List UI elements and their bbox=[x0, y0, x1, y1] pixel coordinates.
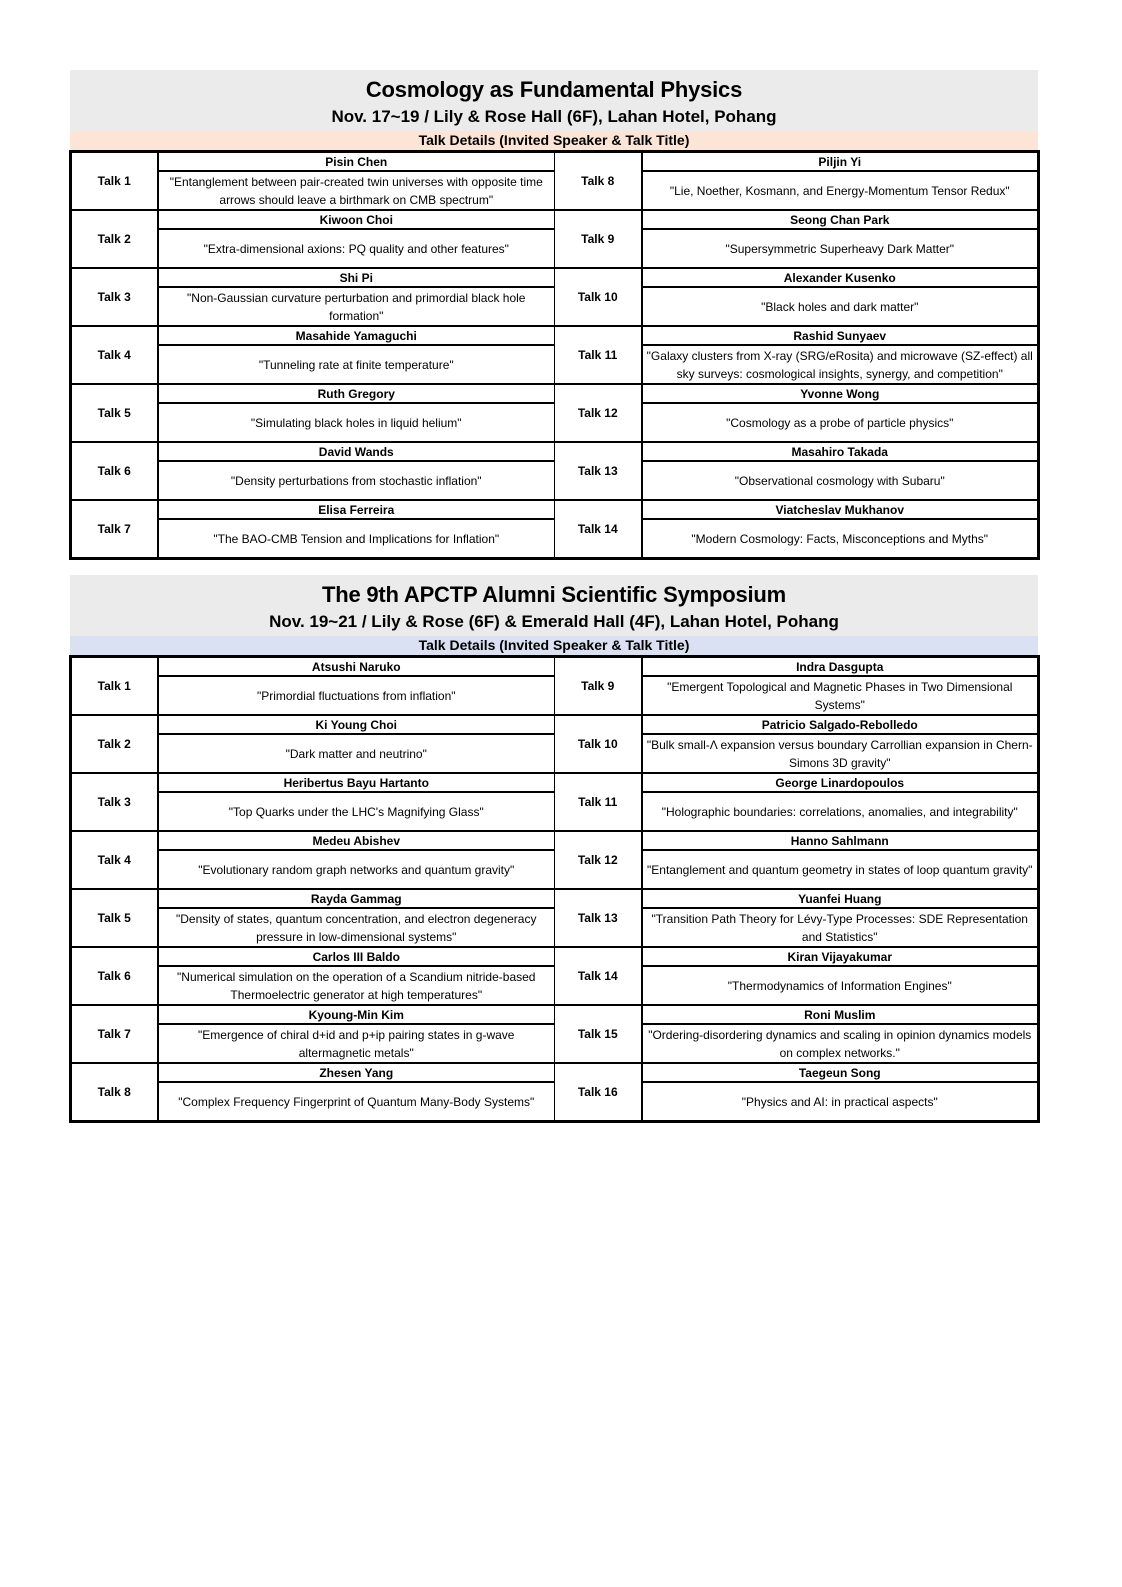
talk-row bbox=[71, 1005, 1039, 1024]
talk-row bbox=[71, 831, 1039, 850]
speaker-name: Atsushi Naruko bbox=[158, 657, 555, 677]
speaker-name: Seong Chan Park bbox=[642, 210, 1039, 229]
speaker-name: Shi Pi bbox=[158, 268, 555, 287]
speaker-name: Zhesen Yang bbox=[158, 1063, 555, 1082]
talk-title: "Tunneling rate at finite temperature" bbox=[158, 345, 555, 384]
talk-title: "Primordial fluctuations from inflation" bbox=[158, 676, 555, 715]
speaker-name: Piljin Yi bbox=[642, 152, 1039, 172]
talk-title: "Modern Cosmology: Facts, Misconceptions and Myths" bbox=[642, 519, 1039, 559]
talk-number: Talk 11 bbox=[555, 773, 642, 831]
speaker-name: Yvonne Wong bbox=[642, 384, 1039, 403]
talk-number: Talk 14 bbox=[555, 500, 642, 559]
talk-number: Talk 11 bbox=[555, 326, 642, 384]
talk-title: "Bulk small-Λ expansion versus boundary Carrollian expansion in Chern-Simons 3D gravity" bbox=[642, 734, 1039, 773]
talk-title: "Transition Path Theory for Lévy-Type Processes: SDE Representation and Statistics" bbox=[642, 908, 1039, 947]
speaker-name: Taegeun Song bbox=[642, 1063, 1039, 1082]
speaker-name: Heribertus Bayu Hartanto bbox=[158, 773, 555, 792]
speaker-name: Ki Young Choi bbox=[158, 715, 555, 734]
speaker-name: Pisin Chen bbox=[158, 152, 555, 172]
talk-number: Talk 5 bbox=[71, 384, 158, 442]
talk-title: "Extra-dimensional axions: PQ quality and other features" bbox=[158, 229, 555, 268]
talk-number: Talk 16 bbox=[555, 1063, 642, 1122]
talk-number: Talk 2 bbox=[71, 715, 158, 773]
talk-row bbox=[71, 715, 1039, 734]
talk-row bbox=[71, 210, 1039, 229]
talk-title: "Observational cosmology with Subaru" bbox=[642, 461, 1039, 500]
talk-number: Talk 7 bbox=[71, 1005, 158, 1063]
speaker-name: Rashid Sunyaev bbox=[642, 326, 1039, 345]
talk-number: Talk 15 bbox=[555, 1005, 642, 1063]
talk-title: "Entanglement between pair-created twin universes with opposite time arrows should leave a birthmark on CMB spectrum" bbox=[158, 171, 555, 210]
talk-title: "Non-Gaussian curvature perturbation and primordial black hole formation" bbox=[158, 287, 555, 326]
talk-title: "Evolutionary random graph networks and quantum gravity" bbox=[158, 850, 555, 889]
talk-number: Talk 12 bbox=[555, 384, 642, 442]
talk-row bbox=[71, 657, 1039, 677]
talk-title: "Thermodynamics of Information Engines" bbox=[642, 966, 1039, 1005]
talk-title: "The BAO-CMB Tension and Implications for Inflation" bbox=[158, 519, 555, 559]
section-header bbox=[70, 70, 1038, 131]
talk-number: Talk 10 bbox=[555, 715, 642, 773]
talk-title: "Numerical simulation on the operation of a Scandium nitride-based Thermoelectric generator at high temperatures" bbox=[158, 966, 555, 1005]
talk-row bbox=[71, 442, 1039, 461]
speaker-name: Patricio Salgado-Rebolledo bbox=[642, 715, 1039, 734]
speaker-name: Kiwoon Choi bbox=[158, 210, 555, 229]
speaker-name: Hanno Sahlmann bbox=[642, 831, 1039, 850]
talk-number: Talk 1 bbox=[71, 657, 158, 716]
talk-row bbox=[71, 268, 1039, 287]
talks-table bbox=[69, 655, 1040, 1123]
talk-row bbox=[71, 889, 1039, 908]
talk-title: "Emergent Topological and Magnetic Phases in Two Dimensional Systems" bbox=[642, 676, 1039, 715]
talk-row bbox=[71, 500, 1039, 519]
talk-number: Talk 3 bbox=[71, 773, 158, 831]
talk-title: "Supersymmetric Superheavy Dark Matter" bbox=[642, 229, 1039, 268]
speaker-name: Alexander Kusenko bbox=[642, 268, 1039, 287]
alumni-symposium-section bbox=[70, 575, 1038, 1123]
speaker-name: Ruth Gregory bbox=[158, 384, 555, 403]
talk-title: "Emergence of chiral d+id and p+ip pairing states in g-wave altermagnetic metals" bbox=[158, 1024, 555, 1063]
talk-number: Talk 6 bbox=[71, 442, 158, 500]
talk-title: "Simulating black holes in liquid helium" bbox=[158, 403, 555, 442]
talk-title: "Black holes and dark matter" bbox=[642, 287, 1039, 326]
talk-number: Talk 4 bbox=[71, 831, 158, 889]
talk-row bbox=[71, 773, 1039, 792]
speaker-name: Roni Muslim bbox=[642, 1005, 1039, 1024]
talk-title: "Complex Frequency Fingerprint of Quantum Many-Body Systems" bbox=[158, 1082, 555, 1122]
talk-row bbox=[71, 1063, 1039, 1082]
talk-title: "Density perturbations from stochastic inflation" bbox=[158, 461, 555, 500]
talk-number: Talk 1 bbox=[71, 152, 158, 211]
talk-number: Talk 9 bbox=[555, 210, 642, 268]
talk-number: Talk 13 bbox=[555, 442, 642, 500]
speaker-name: David Wands bbox=[158, 442, 555, 461]
talk-number: Talk 2 bbox=[71, 210, 158, 268]
speaker-name: Yuanfei Huang bbox=[642, 889, 1039, 908]
talk-title: "Top Quarks under the LHC's Magnifying Glass" bbox=[158, 792, 555, 831]
talk-title: "Cosmology as a probe of particle physics" bbox=[642, 403, 1039, 442]
talk-number: Talk 4 bbox=[71, 326, 158, 384]
talk-number: Talk 9 bbox=[555, 657, 642, 716]
talk-row bbox=[71, 326, 1039, 345]
talk-number: Talk 5 bbox=[71, 889, 158, 947]
speaker-name: Indra Dasgupta bbox=[642, 657, 1039, 677]
talk-number: Talk 8 bbox=[71, 1063, 158, 1122]
talk-title: "Holographic boundaries: correlations, anomalies, and integrability" bbox=[642, 792, 1039, 831]
talk-number: Talk 8 bbox=[555, 152, 642, 211]
talk-number: Talk 13 bbox=[555, 889, 642, 947]
talk-number: Talk 14 bbox=[555, 947, 642, 1005]
talk-number: Talk 6 bbox=[71, 947, 158, 1005]
section-title: Cosmology as Fundamental Physics bbox=[365, 77, 743, 102]
talk-number: Talk 12 bbox=[555, 831, 642, 889]
section-subtitle: Nov. 19~21 / Lily & Rose (6F) & Emerald Hall (4F), Lahan Hotel, Pohang bbox=[269, 612, 839, 631]
talk-title: "Density of states, quantum concentration, and electron degeneracy pressure in low-dimensional systems" bbox=[158, 908, 555, 947]
talk-number: Talk 7 bbox=[71, 500, 158, 559]
speaker-name: Elisa Ferreira bbox=[158, 500, 555, 519]
section-subtitle: Nov. 17~19 / Lily & Rose Hall (6F), Lahan Hotel, Pohang bbox=[331, 107, 777, 126]
speaker-name: Viatcheslav Mukhanov bbox=[642, 500, 1039, 519]
talk-row bbox=[71, 152, 1039, 172]
talk-number: Talk 3 bbox=[71, 268, 158, 326]
talk-number: Talk 10 bbox=[555, 268, 642, 326]
speaker-name: Medeu Abishev bbox=[158, 831, 555, 850]
speaker-name: Masahide Yamaguchi bbox=[158, 326, 555, 345]
talk-row bbox=[71, 384, 1039, 403]
talk-title: "Lie, Noether, Kosmann, and Energy-Momentum Tensor Redux" bbox=[642, 171, 1039, 210]
talk-details-band: Talk Details (Invited Speaker & Talk Title) bbox=[70, 636, 1038, 655]
speaker-name: Carlos III Baldo bbox=[158, 947, 555, 966]
talk-title: "Physics and AI: in practical aspects" bbox=[642, 1082, 1039, 1122]
talk-row bbox=[71, 947, 1039, 966]
section-title: The 9th APCTP Alumni Scientific Symposium bbox=[321, 582, 787, 607]
speaker-name: Rayda Gammag bbox=[158, 889, 555, 908]
talks-table bbox=[69, 150, 1040, 560]
speaker-name: Masahiro Takada bbox=[642, 442, 1039, 461]
cosmology-section bbox=[70, 70, 1038, 560]
talk-title: "Dark matter and neutrino" bbox=[158, 734, 555, 773]
speaker-name: Kyoung-Min Kim bbox=[158, 1005, 555, 1024]
talk-details-band: Talk Details (Invited Speaker & Talk Title) bbox=[70, 131, 1038, 150]
talk-title: "Entanglement and quantum geometry in states of loop quantum gravity" bbox=[642, 850, 1039, 889]
speaker-name: George Linardopoulos bbox=[642, 773, 1039, 792]
speaker-name: Kiran Vijayakumar bbox=[642, 947, 1039, 966]
section-header bbox=[70, 575, 1038, 636]
talk-title: "Galaxy clusters from X-ray (SRG/eRosita) and microwave (SZ-effect) all sky surveys: cosmological insights, synergy, and competition" bbox=[642, 345, 1039, 384]
talk-title: "Ordering-disordering dynamics and scaling in opinion dynamics models on complex networks." bbox=[642, 1024, 1039, 1063]
